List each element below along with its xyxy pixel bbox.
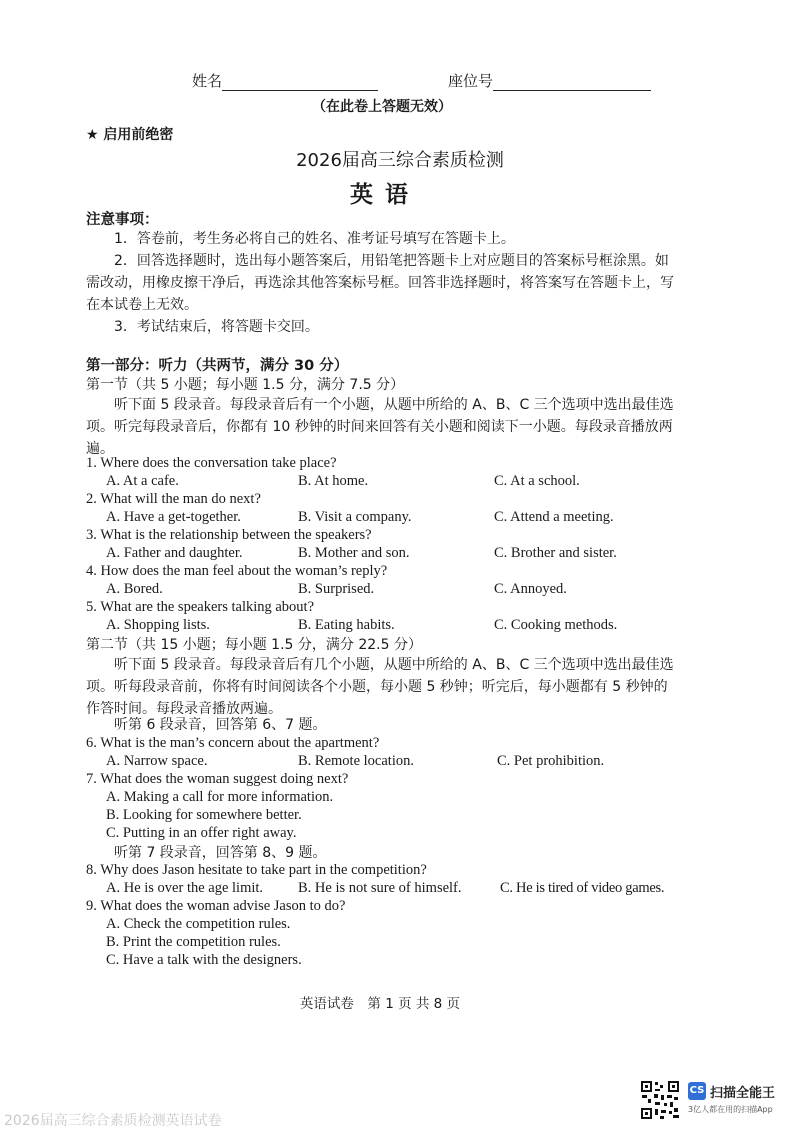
seat-field [448,70,651,91]
q3-option-c: C. Brother and sister. [494,545,617,561]
q4-option-b: B. Surprised. [298,581,375,597]
q2-option-a: A. Have a get-together. [106,509,241,525]
section1-title: 第一节（共 5 小题；每小题 1.5 分，满分 7.5 分） [86,377,405,393]
question-1: 1. Where does the conversation take place? [86,455,337,471]
section2-title: 第二节（共 15 小题；每小题 1.5 分，满分 22.5 分） [86,637,422,653]
notice-item-2: 2．回答选择题时，选出每小题答案后，用铅笔把答题卡上对应题目的答案标号框涂黑。如需改动，用橡皮擦干净后，再选涂其他答案标号框。回答非选择题时，将答案写在答题卡上，写在本试卷上无效。 [86,253,674,313]
q9-option-c: C. Have a talk with the designers. [106,952,302,968]
secret-mark: ★ 启用前绝密 [86,127,174,143]
notice-item-3: 3．考试结束后，将答题卡交回。 [114,319,319,335]
q6-option-a: A. Narrow space. [106,753,208,769]
section1-instructions: 听下面 5 段录音。每段录音后有一个小题，从题中所给的 A、B、C 三个选项中选出最佳选项。听完每段录音后，你都有 10 秒钟的时间来回答有关小题和阅读下一小题。每段录音播放两遍。 [86,397,674,457]
name-label: 姓名 [192,72,223,90]
q1-option-b: B. At home. [298,473,369,489]
question-9: 9. What does the woman advise Jason to do? [86,898,346,914]
section2-instructions: 听下面 5 段录音。每段录音后有几个小题，从题中所给的 A、B、C 三个选项中选出最佳选项。听每段录音前，你将有时间阅读各个小题，每小题 5 秒钟；听完后，每小题都有 5 秒钟的作答时间。每段录音播放两遍。 [86,657,674,717]
scanner-tagline: 3亿人都在用的扫描App [688,1105,773,1114]
q3-option-a: A. Father and daughter. [106,545,243,561]
question-6: 6. What is the man’s concern about the apartment? [86,735,380,751]
part1-title: 第一部分：听力（共两节，满分 30 分） [86,358,349,374]
question-8: 8. Why does Jason hesitate to take part in the competition? [86,862,427,878]
q1-option-a: A. At a cafe. [106,473,179,489]
q1-option-c: C. At a school. [494,473,580,489]
scanner-app-name: 扫描全能王 [710,1086,776,1101]
question-5: 5. What are the speakers talking about? [86,599,315,615]
scanner-logo-icon: CS [688,1082,706,1100]
q7-option-b: B. Looking for somewhere better. [106,807,302,823]
q6-option-b: B. Remote location. [298,753,414,769]
q5-option-b: B. Eating habits. [298,617,395,633]
name-blank [222,74,378,91]
notice-title: 注意事项： [86,212,159,228]
question-7: 7. What does the woman suggest doing next? [86,771,349,787]
q5-option-c: C. Cooking methods. [494,617,618,633]
q3-option-b: B. Mother and son. [298,545,410,561]
q8-option-b: B. He is not sure of himself. [298,880,462,896]
q7-option-c: C. Putting in an offer right away. [106,825,297,841]
question-2: 2. What will the man do next? [86,491,261,507]
q7-option-a: A. Making a call for more information. [106,789,334,805]
q9-option-b: B. Print the competition rules. [106,934,281,950]
q2-option-b: B. Visit a company. [298,509,412,525]
q6-option-c: C. Pet prohibition. [497,753,605,769]
question-4: 4. How does the man feel about the woman’s reply? [86,563,388,579]
name-field [192,70,378,91]
page-number: 英语试卷 第 1 页 共 8 页 [299,996,461,1012]
seat-blank [493,74,651,91]
q4-option-c: C. Annoyed. [494,581,567,597]
exam-title: 2026届高三综合素质检测 [296,150,504,171]
section2-note-6: 听第 6 段录音，回答第 6、7 题。 [114,717,327,733]
q8-option-c: C. He is tired of video games. [500,880,665,896]
q8-option-a: A. He is over the age limit. [106,880,264,896]
q2-option-c: C. Attend a meeting. [494,509,614,525]
qr-code-icon [640,1080,680,1120]
q5-option-a: A. Shopping lists. [106,617,210,633]
question-3: 3. What is the relationship between the speakers? [86,527,372,543]
section2-note-7: 听第 7 段录音，回答第 8、9 题。 [114,845,327,861]
q4-option-a: A. Bored. [106,581,163,597]
subject-title: 英 语 [349,182,410,208]
seat-label: 座位号 [448,72,494,90]
notice-item-1: 1．答卷前，考生务必将自己的姓名、准考证号填写在答题卡上。 [114,231,515,247]
q9-option-a: A. Check the competition rules. [106,916,291,932]
document-watermark: 2026届高三综合素质检测英语试卷 [4,1113,222,1129]
invalid-note: （在此卷上答题无效） [312,99,452,115]
